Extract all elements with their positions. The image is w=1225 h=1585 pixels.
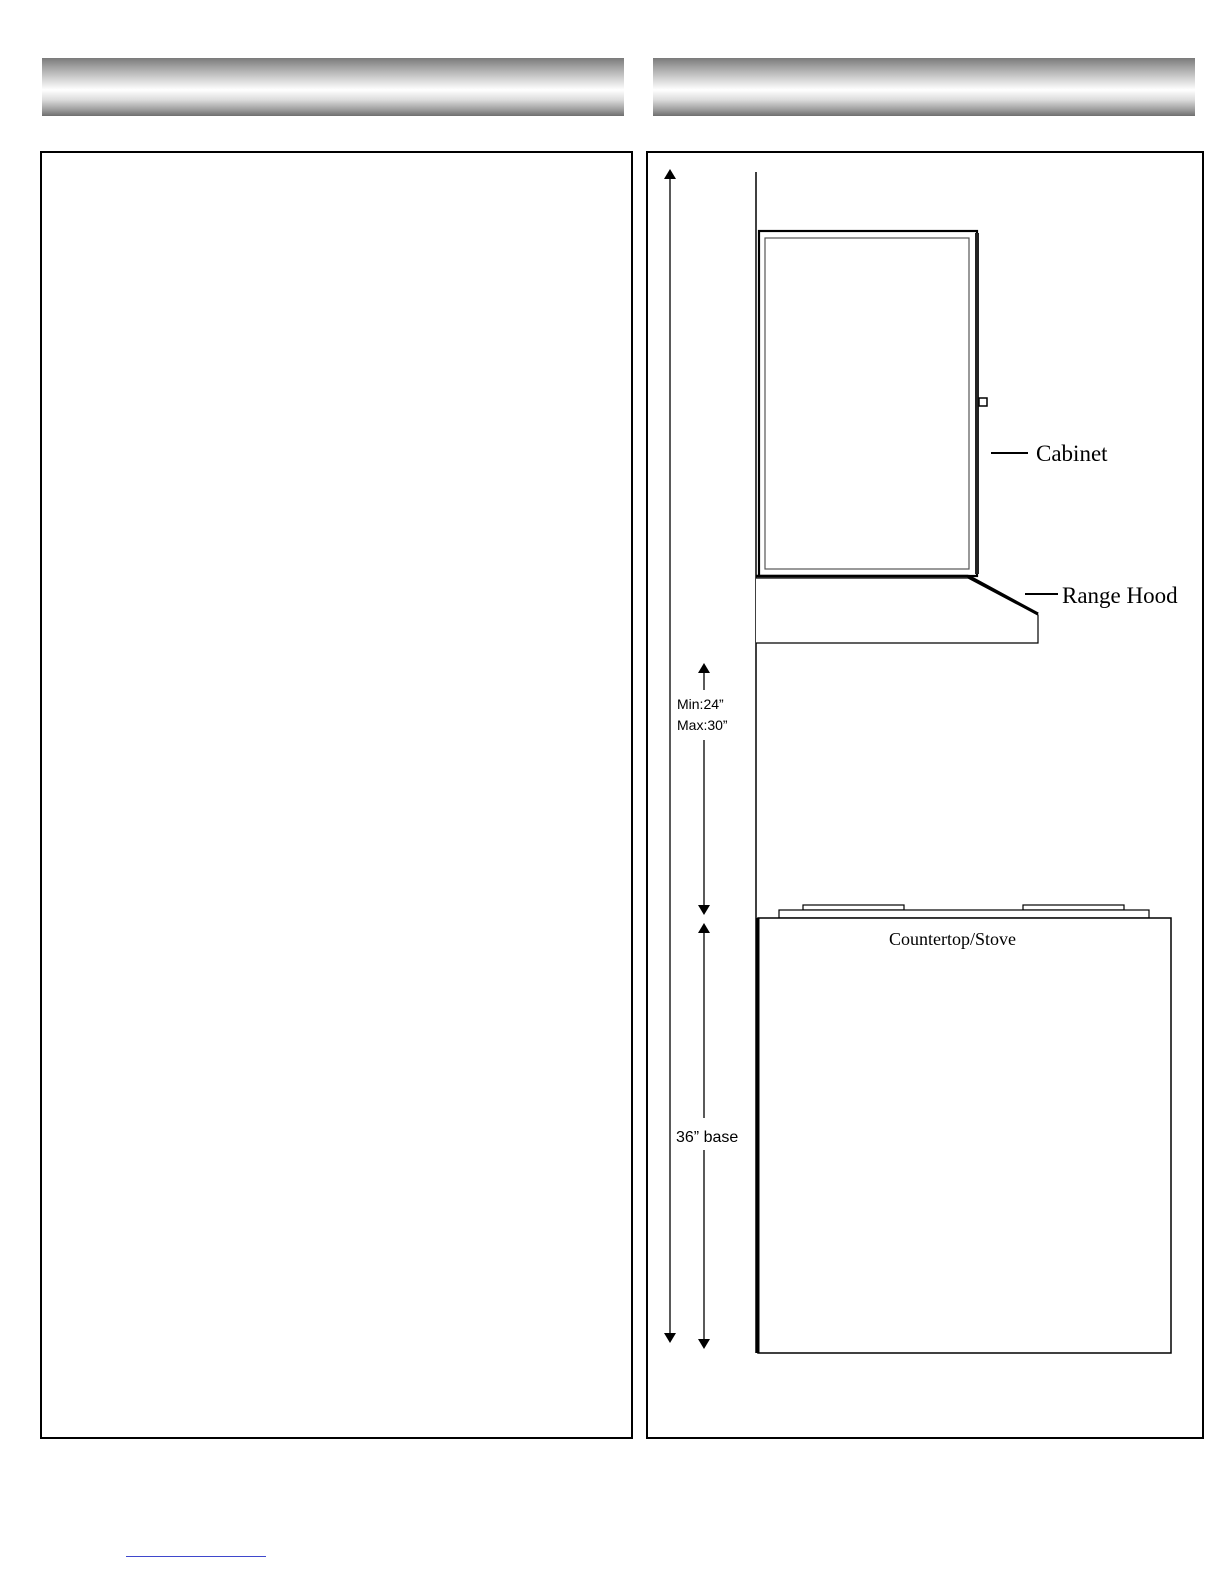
range-hood-label: Range Hood [1062, 583, 1178, 608]
clearance-min-label: Min:24” [677, 696, 724, 712]
footer-link-underline[interactable] [126, 1556, 266, 1557]
range-hood-shape [756, 576, 1038, 643]
cabinet-handle [979, 398, 987, 406]
base-height-label: 36” base [676, 1129, 739, 1146]
cabinet-label: Cabinet [1036, 441, 1108, 466]
countertop-stove-shape [758, 905, 1171, 1353]
countertop-label: Countertop/Stove [889, 929, 1016, 949]
clearance-max-label: Max:30” [677, 717, 728, 733]
cabinet-shape [759, 231, 987, 576]
